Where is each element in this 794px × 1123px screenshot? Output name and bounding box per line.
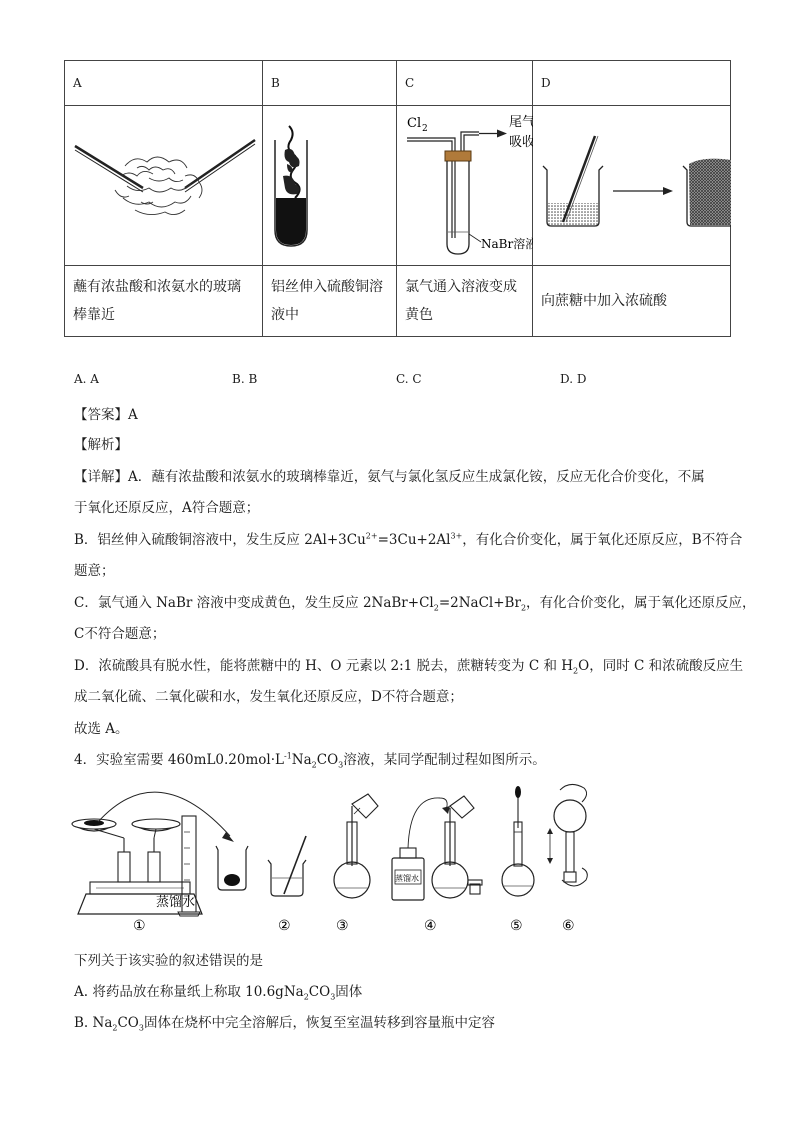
header-b: B <box>263 61 397 106</box>
desc-c: 氯气通入溶液变成 黄色 <box>397 266 533 337</box>
desc-a: 蘸有浓盐酸和浓氨水的玻璃 棒靠近 <box>65 266 263 337</box>
figure-c-solution-label: NaBr溶液 <box>481 237 533 251</box>
answer-label: 【答案】 <box>74 407 128 423</box>
step-label-4: ④ <box>424 918 437 934</box>
choice-b[interactable]: B. B <box>232 372 258 386</box>
step-label-3: ③ <box>336 918 349 934</box>
step-label-6: ⑥ <box>562 918 575 934</box>
figure-c-absorb-label: 吸收 <box>509 135 533 150</box>
step-4-bottle-label: 蒸馏水 <box>395 874 419 883</box>
conclusion: 故选 A。 <box>74 721 129 737</box>
explain-a-line2: 于氧化还原反应，A符合题意； <box>74 500 260 516</box>
explain-b-line2: 题意； <box>74 563 115 579</box>
explain-d-line1: D．浓硫酸具有脱水性，能将蔗糖中的 H、O 元素以 2:1 脱去，蔗糖转变为 C 和 $H_2O$，同时 C 和浓硫酸反应生 <box>74 658 744 676</box>
desc-d: 向蔗糖中加入浓硫酸 <box>533 266 731 337</box>
figure-b-test-tube <box>263 106 397 261</box>
choice-a[interactable]: A. A <box>74 372 99 386</box>
question-4-prompt: 下列关于该实验的叙述错误的是 <box>74 953 263 969</box>
header-a: A <box>65 61 263 106</box>
choice-d[interactable]: D. D <box>560 372 587 386</box>
question-4-stem: 4．实验室需要 $460mL0.20mol\cdot L^{-1}Na_2CO_3$溶液，某同学配制过程如图所示。 <box>74 751 546 770</box>
q4-option-b[interactable]: B. $Na_2CO_3$固体在烧杯中完全溶解后，恢复至室温转移到容量瓶中定容 <box>74 1015 495 1033</box>
step-1-balance <box>72 792 248 916</box>
step-label-2: ② <box>278 918 291 934</box>
analysis-label: 【解析】 <box>74 437 128 453</box>
step-3-transfer <box>334 794 378 898</box>
explain-b-line1: B．铝丝伸入硫酸铜溶液中，发生反应 $2Al+3Cu^{2+}=3Cu+2Al^{3+}$，有化合价变化，属于氧化还原反应，B不符合 <box>74 531 743 548</box>
figure-c-cell <box>397 106 533 266</box>
header-c: C <box>397 61 533 106</box>
explain-c-line1: C．氯气通入 NaBr 溶液中变成黄色，发生反应 $2NaBr+Cl_2=2NaCl+Br_2$，有化合价变化，属于氧化还原反应， <box>74 595 756 613</box>
header-d: D <box>533 61 731 106</box>
figure-c-gas-wash-bottle <box>397 106 533 261</box>
explain-c-line2: C不符合题意； <box>74 626 166 642</box>
explain-a-line1: 【详解】A．蘸有浓盐酸和浓氨水的玻璃棒靠近，氨气与氯化氢反应生成氯化铵，反应无化合价变化，不属 <box>74 469 705 485</box>
figure-a-cell <box>65 106 263 266</box>
figure-d-cell <box>533 106 731 266</box>
explain-d-line2: 成二氧化硫、二氧化碳和水，发生氧化还原反应，D不符合题意； <box>74 689 463 705</box>
step-2-beaker-stir <box>268 836 306 896</box>
step-1-water-label: 蒸馏水 <box>156 895 196 910</box>
options-table <box>64 60 731 337</box>
step-6-invert-shake <box>547 784 587 886</box>
figure-c-cl2-subscript: 2 <box>422 124 428 134</box>
answer-value: A <box>128 407 138 423</box>
figure-d-sugar-dehydration <box>533 106 731 261</box>
figure-4-solution-preparation <box>70 776 610 942</box>
figure-c-cl2-label: Cl <box>407 116 422 131</box>
q4-option-a[interactable]: A. 将药品放在称量纸上称取 $10.6gNa_2CO_3$固体 <box>74 984 363 1002</box>
figure-a-glass-rods-smoke <box>65 106 263 261</box>
desc-b: 铝丝伸入硫酸铜溶 液中 <box>263 266 397 337</box>
figure-b-cell <box>263 106 397 266</box>
step-label-5: ⑤ <box>510 918 523 934</box>
figure-c-tail-gas-label: 尾气 <box>509 115 533 130</box>
step-label-1: ① <box>133 918 146 934</box>
step-4-wash-bottle <box>392 796 482 900</box>
step-5-dropper <box>502 786 534 896</box>
answer-line <box>74 403 138 423</box>
choice-c[interactable]: C. C <box>396 372 422 386</box>
